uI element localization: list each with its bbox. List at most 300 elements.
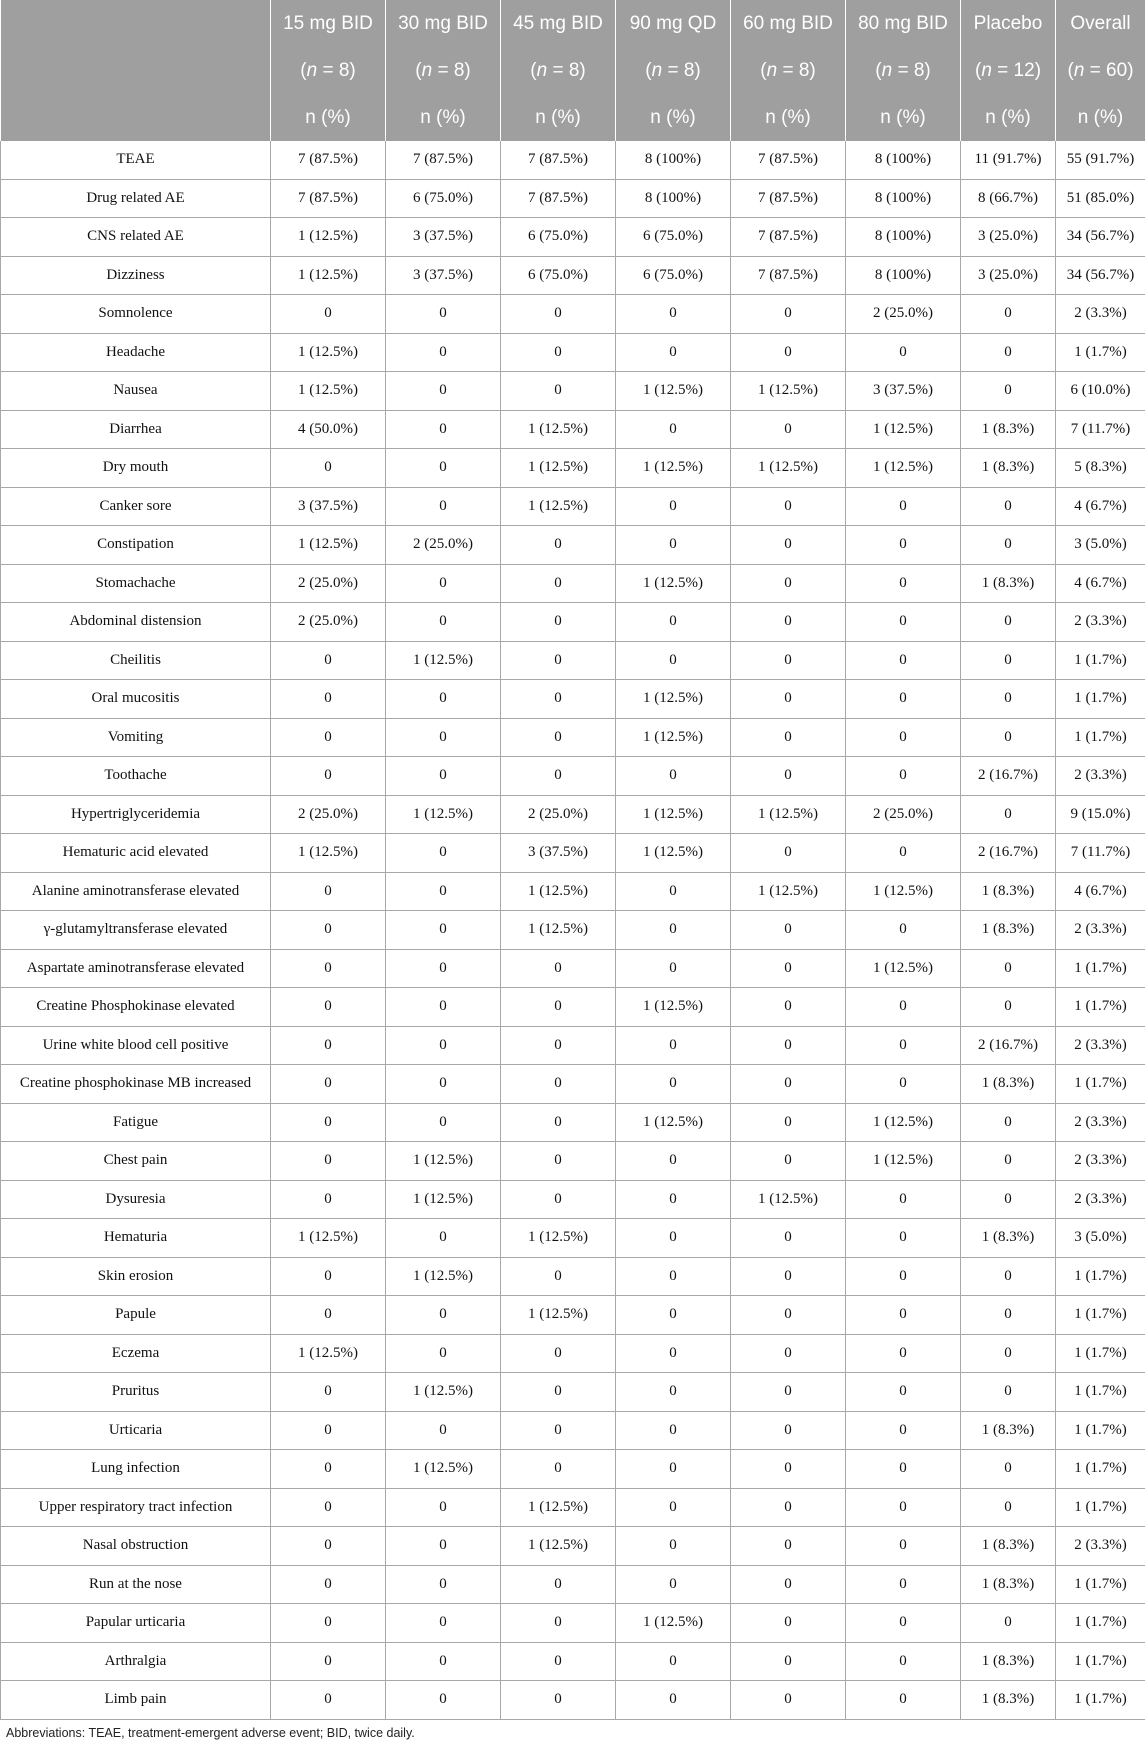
- event-count-cell: 0: [731, 1411, 846, 1450]
- event-count-cell: 4 (6.7%): [1056, 872, 1145, 911]
- event-count-cell: 6 (75.0%): [616, 256, 731, 295]
- event-count-cell: 2 (25.0%): [501, 795, 616, 834]
- event-count-cell: 1 (8.3%): [961, 410, 1056, 449]
- event-count-cell: 2 (3.3%): [1056, 1103, 1145, 1142]
- event-count-cell: 0: [501, 680, 616, 719]
- event-count-cell: 1 (1.7%): [1056, 1450, 1145, 1489]
- event-count-cell: 0: [386, 449, 501, 488]
- equals-sign: =: [662, 59, 684, 81]
- event-count-cell: 0: [616, 1681, 731, 1720]
- event-count-cell: 1 (1.7%): [1056, 1642, 1145, 1681]
- table-body: [1, 141, 1145, 1719]
- event-count-cell: 1 (12.5%): [731, 872, 846, 911]
- event-count-cell: 0: [846, 718, 961, 757]
- table-row: [1, 487, 1145, 526]
- event-count-cell: 0: [386, 680, 501, 719]
- event-count-cell: 0: [386, 1604, 501, 1643]
- event-count-cell: 0: [616, 1065, 731, 1104]
- adverse-event-label: Upper respiratory tract infection: [1, 1488, 271, 1527]
- event-count-cell: 0: [386, 1681, 501, 1720]
- event-count-cell: 0: [501, 1450, 616, 1489]
- event-count-cell: 2 (16.7%): [961, 1026, 1056, 1065]
- adverse-event-label: Creatine Phosphokinase elevated: [1, 988, 271, 1027]
- event-count-cell: 0: [846, 1681, 961, 1720]
- event-count-cell: 0: [961, 1334, 1056, 1373]
- event-count-cell: 0: [271, 295, 386, 334]
- event-count-cell: 1 (12.5%): [386, 1142, 501, 1181]
- table-row: [1, 1257, 1145, 1296]
- event-count-cell: 0: [961, 1488, 1056, 1527]
- event-count-cell: 0: [501, 718, 616, 757]
- adverse-event-label: Oral mucositis: [1, 680, 271, 719]
- event-count-cell: 2 (25.0%): [271, 564, 386, 603]
- event-count-cell: 1 (12.5%): [846, 872, 961, 911]
- event-count-cell: 0: [616, 1450, 731, 1489]
- event-count-cell: 51 (85.0%): [1056, 179, 1145, 218]
- table-row: [1, 1180, 1145, 1219]
- event-count-cell: 0: [846, 680, 961, 719]
- event-count-cell: 0: [386, 410, 501, 449]
- event-count-cell: 0: [616, 1642, 731, 1681]
- event-count-cell: 0: [271, 641, 386, 680]
- table-row: [1, 449, 1145, 488]
- event-count-cell: 1 (12.5%): [846, 949, 961, 988]
- event-count-cell: 1 (1.7%): [1056, 988, 1145, 1027]
- event-count-cell: 0: [616, 1373, 731, 1412]
- event-count-cell: 0: [731, 1257, 846, 1296]
- event-count-cell: 1 (12.5%): [271, 1219, 386, 1258]
- event-count-cell: 0: [961, 526, 1056, 565]
- event-count-cell: 0: [271, 718, 386, 757]
- column-title: 90 mg QD: [616, 0, 731, 47]
- column-title: 80 mg BID: [846, 0, 961, 47]
- column-sample-size: [386, 47, 501, 94]
- event-count-cell: 1 (8.3%): [961, 1681, 1056, 1720]
- event-count-cell: 0: [846, 1180, 961, 1219]
- event-count-cell: 1 (12.5%): [846, 410, 961, 449]
- event-count-cell: 0: [961, 1373, 1056, 1412]
- event-count-cell: 0: [386, 564, 501, 603]
- event-count-cell: 0: [731, 988, 846, 1027]
- column-sample-size: [961, 47, 1056, 94]
- column-sample-size: [846, 47, 961, 94]
- event-count-cell: 0: [846, 1257, 961, 1296]
- sample-size-value: 12: [1013, 59, 1035, 81]
- event-count-cell: 8 (66.7%): [961, 179, 1056, 218]
- event-count-cell: 1 (12.5%): [616, 795, 731, 834]
- event-count-cell: 0: [616, 1411, 731, 1450]
- table-header: [1, 0, 1145, 141]
- event-count-cell: 0: [271, 1026, 386, 1065]
- adverse-event-label: Papular urticaria: [1, 1604, 271, 1643]
- event-count-cell: 0: [386, 1565, 501, 1604]
- event-count-cell: 0: [846, 1642, 961, 1681]
- event-count-cell: 0: [616, 949, 731, 988]
- adverse-event-label: Limb pain: [1, 1681, 271, 1720]
- event-count-cell: 8 (100%): [846, 256, 961, 295]
- event-count-cell: 1 (1.7%): [1056, 641, 1145, 680]
- event-count-cell: 3 (37.5%): [271, 487, 386, 526]
- event-count-cell: 0: [386, 295, 501, 334]
- adverse-event-label: Dry mouth: [1, 449, 271, 488]
- event-count-cell: 8 (100%): [616, 141, 731, 179]
- column-unit: n (%): [271, 94, 386, 141]
- adverse-event-label: Papule: [1, 1296, 271, 1335]
- event-count-cell: 1 (1.7%): [1056, 680, 1145, 719]
- header-row-sample-size: [1, 47, 1145, 94]
- event-count-cell: 0: [846, 1296, 961, 1335]
- event-count-cell: 2 (3.3%): [1056, 1180, 1145, 1219]
- event-count-cell: 0: [616, 1334, 731, 1373]
- event-count-cell: 0: [501, 1257, 616, 1296]
- table-row: [1, 333, 1145, 372]
- event-count-cell: 0: [501, 295, 616, 334]
- event-count-cell: 1 (1.7%): [1056, 1373, 1145, 1412]
- event-count-cell: 1 (12.5%): [386, 1450, 501, 1489]
- adverse-event-label: Toothache: [1, 757, 271, 796]
- event-count-cell: 0: [961, 295, 1056, 334]
- event-count-cell: 6 (10.0%): [1056, 372, 1145, 411]
- event-count-cell: 0: [616, 410, 731, 449]
- event-count-cell: 0: [271, 1411, 386, 1450]
- event-count-cell: 0: [846, 911, 961, 950]
- sample-size-value: 8: [913, 59, 925, 81]
- table-row: [1, 218, 1145, 257]
- adverse-event-label: Chest pain: [1, 1142, 271, 1181]
- table-row: [1, 757, 1145, 796]
- event-count-cell: 0: [731, 487, 846, 526]
- paren-open: (: [760, 59, 767, 81]
- event-count-cell: 4 (6.7%): [1056, 564, 1145, 603]
- table-row: [1, 795, 1145, 834]
- adverse-event-label: Urticaria: [1, 1411, 271, 1450]
- event-count-cell: 0: [731, 295, 846, 334]
- table-row: [1, 1681, 1145, 1720]
- adverse-event-label: Hematuria: [1, 1219, 271, 1258]
- event-count-cell: 1 (12.5%): [616, 680, 731, 719]
- event-count-cell: 0: [731, 757, 846, 796]
- table-row: [1, 1026, 1145, 1065]
- sample-size-value: 8: [453, 59, 465, 81]
- event-count-cell: 0: [501, 949, 616, 988]
- event-count-cell: 0: [271, 680, 386, 719]
- header-corner-cell: [1, 0, 271, 47]
- event-count-cell: 1 (12.5%): [501, 1219, 616, 1258]
- event-count-cell: 0: [386, 911, 501, 950]
- event-count-cell: 2 (3.3%): [1056, 1527, 1145, 1566]
- column-sample-size: [1056, 47, 1145, 94]
- event-count-cell: 3 (5.0%): [1056, 526, 1145, 565]
- event-count-cell: 0: [731, 1026, 846, 1065]
- event-count-cell: 7 (87.5%): [271, 141, 386, 179]
- event-count-cell: 3 (37.5%): [386, 256, 501, 295]
- header-corner-cell: [1, 47, 271, 94]
- n-symbol: n: [1073, 59, 1085, 81]
- event-count-cell: 1 (1.7%): [1056, 1257, 1145, 1296]
- event-count-cell: 0: [386, 1642, 501, 1681]
- column-title: 45 mg BID: [501, 0, 616, 47]
- table-row: [1, 872, 1145, 911]
- paren-open: (: [300, 59, 307, 81]
- adverse-event-label: Constipation: [1, 526, 271, 565]
- event-count-cell: 0: [271, 988, 386, 1027]
- event-count-cell: 1 (8.3%): [961, 872, 1056, 911]
- adverse-event-label: Somnolence: [1, 295, 271, 334]
- table-row: [1, 641, 1145, 680]
- event-count-cell: 0: [616, 1180, 731, 1219]
- event-count-cell: 0: [501, 1373, 616, 1412]
- event-count-cell: 0: [386, 603, 501, 642]
- column-sample-size: [616, 47, 731, 94]
- event-count-cell: 0: [961, 1180, 1056, 1219]
- paren-close: ): [464, 59, 471, 81]
- paren-close: ): [349, 59, 356, 81]
- equals-sign: =: [892, 59, 914, 81]
- table-footnote: Abbreviations: TEAE, treatment-emergent adverse event; BID, twice daily.: [6, 1726, 415, 1740]
- event-count-cell: 3 (25.0%): [961, 256, 1056, 295]
- event-count-cell: 1 (12.5%): [501, 410, 616, 449]
- column-title: 30 mg BID: [386, 0, 501, 47]
- event-count-cell: 0: [386, 1527, 501, 1566]
- event-count-cell: 0: [386, 1411, 501, 1450]
- event-count-cell: 0: [731, 1296, 846, 1335]
- n-symbol: n: [421, 59, 433, 81]
- event-count-cell: 0: [386, 372, 501, 411]
- event-count-cell: 0: [501, 641, 616, 680]
- event-count-cell: 0: [731, 1604, 846, 1643]
- event-count-cell: 0: [616, 1219, 731, 1258]
- event-count-cell: 1 (1.7%): [1056, 333, 1145, 372]
- event-count-cell: 5 (8.3%): [1056, 449, 1145, 488]
- event-count-cell: 0: [616, 1488, 731, 1527]
- event-count-cell: 0: [731, 1527, 846, 1566]
- header-row-titles: [1, 0, 1145, 47]
- event-count-cell: 0: [961, 1142, 1056, 1181]
- event-count-cell: 0: [846, 1373, 961, 1412]
- table-row: [1, 1488, 1145, 1527]
- n-symbol: n: [306, 59, 318, 81]
- event-count-cell: 0: [731, 1681, 846, 1720]
- event-count-cell: 7 (87.5%): [501, 179, 616, 218]
- table-row: [1, 1334, 1145, 1373]
- event-count-cell: 1 (12.5%): [271, 333, 386, 372]
- table-row: [1, 680, 1145, 719]
- adverse-event-label: Vomiting: [1, 718, 271, 757]
- header-row-units: [1, 94, 1145, 141]
- adverse-event-label: Urine white blood cell positive: [1, 1026, 271, 1065]
- table-row: [1, 179, 1145, 218]
- event-count-cell: 1 (12.5%): [386, 641, 501, 680]
- adverse-event-label: Hematuric acid elevated: [1, 834, 271, 873]
- event-count-cell: 0: [731, 410, 846, 449]
- event-count-cell: 1 (12.5%): [501, 449, 616, 488]
- event-count-cell: 7 (87.5%): [386, 141, 501, 179]
- column-unit: n (%): [846, 94, 961, 141]
- paren-open: (: [530, 59, 537, 81]
- event-count-cell: 1 (1.7%): [1056, 1565, 1145, 1604]
- event-count-cell: 0: [616, 1527, 731, 1566]
- event-count-cell: 3 (5.0%): [1056, 1219, 1145, 1258]
- table-row: [1, 1527, 1145, 1566]
- event-count-cell: 0: [501, 333, 616, 372]
- event-count-cell: 0: [386, 1219, 501, 1258]
- column-unit: n (%): [1056, 94, 1145, 141]
- event-count-cell: 1 (8.3%): [961, 564, 1056, 603]
- event-count-cell: 0: [961, 1103, 1056, 1142]
- table-row: [1, 603, 1145, 642]
- n-symbol: n: [981, 59, 992, 81]
- n-symbol: n: [536, 59, 548, 81]
- header-corner-cell: [1, 94, 271, 141]
- table-row: [1, 410, 1145, 449]
- event-count-cell: 0: [961, 718, 1056, 757]
- event-count-cell: 0: [271, 1373, 386, 1412]
- event-count-cell: 1 (12.5%): [731, 372, 846, 411]
- event-count-cell: 1 (12.5%): [271, 834, 386, 873]
- table-row: [1, 1103, 1145, 1142]
- table-row: [1, 295, 1145, 334]
- adverse-event-label: Hypertriglyceridemia: [1, 795, 271, 834]
- event-count-cell: 0: [961, 949, 1056, 988]
- event-count-cell: 0: [386, 757, 501, 796]
- event-count-cell: 0: [731, 1565, 846, 1604]
- event-count-cell: 0: [501, 1604, 616, 1643]
- event-count-cell: 1 (1.7%): [1056, 1681, 1145, 1720]
- event-count-cell: 0: [501, 988, 616, 1027]
- event-count-cell: 0: [616, 1026, 731, 1065]
- table-row: [1, 718, 1145, 757]
- event-count-cell: 0: [271, 1527, 386, 1566]
- adverse-event-label: Diarrhea: [1, 410, 271, 449]
- event-count-cell: 0: [846, 1488, 961, 1527]
- adverse-event-label: Skin erosion: [1, 1257, 271, 1296]
- event-count-cell: 3 (37.5%): [386, 218, 501, 257]
- event-count-cell: 1 (1.7%): [1056, 1411, 1145, 1450]
- event-count-cell: 0: [961, 641, 1056, 680]
- event-count-cell: 0: [271, 1565, 386, 1604]
- event-count-cell: 0: [731, 641, 846, 680]
- event-count-cell: 0: [386, 834, 501, 873]
- event-count-cell: 0: [386, 988, 501, 1027]
- paren-close: ): [809, 59, 816, 81]
- adverse-event-label: Dysuresia: [1, 1180, 271, 1219]
- event-count-cell: 2 (25.0%): [846, 795, 961, 834]
- event-count-cell: 7 (11.7%): [1056, 834, 1145, 873]
- event-count-cell: 2 (3.3%): [1056, 1142, 1145, 1181]
- event-count-cell: 1 (8.3%): [961, 1642, 1056, 1681]
- adverse-event-label: Nasal obstruction: [1, 1527, 271, 1566]
- event-count-cell: 0: [271, 1604, 386, 1643]
- table-row: [1, 526, 1145, 565]
- equals-sign: =: [777, 59, 799, 81]
- event-count-cell: 0: [501, 372, 616, 411]
- paren-open: (: [875, 59, 882, 81]
- table-row: [1, 1450, 1145, 1489]
- event-count-cell: 0: [386, 487, 501, 526]
- event-count-cell: 1 (1.7%): [1056, 1065, 1145, 1104]
- event-count-cell: 1 (12.5%): [501, 872, 616, 911]
- event-count-cell: 0: [386, 1296, 501, 1335]
- event-count-cell: 1 (12.5%): [501, 487, 616, 526]
- event-count-cell: 1 (12.5%): [616, 564, 731, 603]
- event-count-cell: 0: [961, 795, 1056, 834]
- event-count-cell: 0: [386, 949, 501, 988]
- event-count-cell: 1 (12.5%): [386, 1257, 501, 1296]
- event-count-cell: 0: [846, 1026, 961, 1065]
- event-count-cell: 7 (87.5%): [501, 141, 616, 179]
- event-count-cell: 11 (91.7%): [961, 141, 1056, 179]
- event-count-cell: 6 (75.0%): [616, 218, 731, 257]
- column-sample-size: [501, 47, 616, 94]
- event-count-cell: 0: [731, 1373, 846, 1412]
- event-count-cell: 0: [846, 641, 961, 680]
- event-count-cell: 0: [731, 718, 846, 757]
- event-count-cell: 8 (100%): [846, 218, 961, 257]
- table-row: [1, 564, 1145, 603]
- sample-size-value: 8: [798, 59, 810, 81]
- event-count-cell: 0: [501, 1681, 616, 1720]
- column-unit: n (%): [501, 94, 616, 141]
- column-unit: n (%): [616, 94, 731, 141]
- event-count-cell: 1 (12.5%): [846, 1103, 961, 1142]
- adverse-event-label: Dizziness: [1, 256, 271, 295]
- event-count-cell: 0: [731, 680, 846, 719]
- adverse-event-label: Aspartate aminotransferase elevated: [1, 949, 271, 988]
- event-count-cell: 0: [846, 988, 961, 1027]
- event-count-cell: 0: [386, 333, 501, 372]
- adverse-event-label: Pruritus: [1, 1373, 271, 1412]
- event-count-cell: 1 (1.7%): [1056, 718, 1145, 757]
- event-count-cell: 0: [961, 1604, 1056, 1643]
- event-count-cell: 1 (1.7%): [1056, 1296, 1145, 1335]
- event-count-cell: 0: [271, 1180, 386, 1219]
- event-count-cell: 1 (8.3%): [961, 911, 1056, 950]
- event-count-cell: 0: [961, 988, 1056, 1027]
- adverse-event-label: Canker sore: [1, 487, 271, 526]
- table-row: [1, 1065, 1145, 1104]
- event-count-cell: 7 (87.5%): [731, 179, 846, 218]
- event-count-cell: 0: [501, 603, 616, 642]
- event-count-cell: 1 (1.7%): [1056, 1334, 1145, 1373]
- event-count-cell: 0: [616, 1565, 731, 1604]
- event-count-cell: 0: [846, 564, 961, 603]
- table-row: [1, 949, 1145, 988]
- event-count-cell: 1 (12.5%): [616, 834, 731, 873]
- event-count-cell: 0: [386, 1488, 501, 1527]
- adverse-event-label: Stomachache: [1, 564, 271, 603]
- event-count-cell: 0: [731, 526, 846, 565]
- event-count-cell: 0: [731, 1103, 846, 1142]
- event-count-cell: 1 (1.7%): [1056, 1604, 1145, 1643]
- event-count-cell: 1 (12.5%): [616, 718, 731, 757]
- event-count-cell: 1 (8.3%): [961, 1565, 1056, 1604]
- event-count-cell: 0: [961, 333, 1056, 372]
- event-count-cell: 0: [616, 1257, 731, 1296]
- event-count-cell: 0: [501, 1334, 616, 1373]
- n-symbol: n: [881, 59, 893, 81]
- event-count-cell: 0: [961, 487, 1056, 526]
- event-count-cell: 0: [271, 1642, 386, 1681]
- event-count-cell: 2 (25.0%): [271, 603, 386, 642]
- event-count-cell: 34 (56.7%): [1056, 256, 1145, 295]
- event-count-cell: 0: [616, 526, 731, 565]
- event-count-cell: 0: [731, 603, 846, 642]
- event-count-cell: 6 (75.0%): [501, 256, 616, 295]
- column-unit: n (%): [386, 94, 501, 141]
- event-count-cell: 0: [501, 1103, 616, 1142]
- event-count-cell: 0: [731, 911, 846, 950]
- event-count-cell: 1 (12.5%): [616, 449, 731, 488]
